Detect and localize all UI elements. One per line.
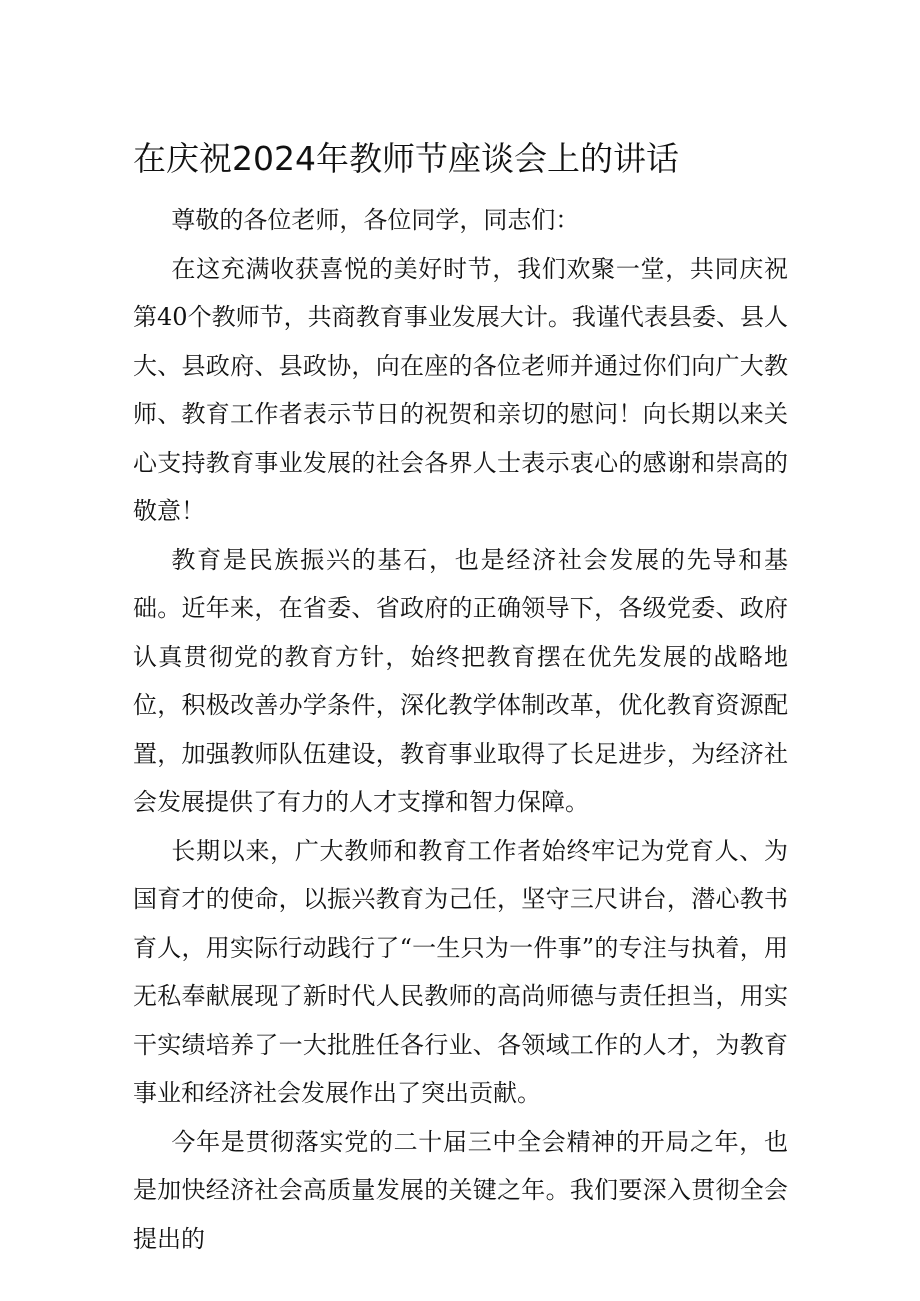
paragraph-1: 在这充满收获喜悦的美好时节，我们欢聚一堂，共同庆祝第40个教师节，共商教育事业发展大计。我谨代表县委、县人大、县政府、县政协，向在座的各位老师并通过你们向广大教师、教育工作者表示节日的祝贺和亲切的慰问！向长期以来关心支持教育事业发展的社会各界人士表示衷心的感谢和崇高的敬意！ (133, 254, 788, 525)
paragraph-2: 教育是民族振兴的基石，也是经济社会发展的先导和基础。近年来，在省委、省政府的正确领导下，各级党委、政府认真贯彻党的教育方针，始终把教育摆在优先发展的战略地位，积极改善办学条件，深化教学体制改革，优化教育资源配置，加强教师队伍建设，教育事业取得了长足进步，为经济社会发展提供了有力的人才支撑和智力保障。 (133, 545, 788, 816)
document-title: 在庆祝2024年教师节座谈会上的讲话 (133, 139, 679, 178)
document-body (133, 196, 788, 1263)
salutation: 尊敬的各位老师，各位同学，同志们： (171, 206, 580, 234)
paragraph-3: 长期以来，广大教师和教育工作者始终牢记为党育人、为国育才的使命，以振兴教育为己任，坚守三尺讲台，潜心教书育人，用实际行动践行了“一生只为一件事”的专注与执着，用无私奉献展现了新时代人民教师的高尚师德与责任担当，用实干实绩培养了一大批胜任各行业、各领域工作的人才，为教育事业和经济社会发展作出了突出贡献。 (133, 836, 788, 1107)
paragraph-4: 今年是贯彻落实党的二十届三中全会精神的开局之年，也是加快经济社会高质量发展的关键之年。我们要深入贯彻全会提出的 (133, 1127, 788, 1253)
